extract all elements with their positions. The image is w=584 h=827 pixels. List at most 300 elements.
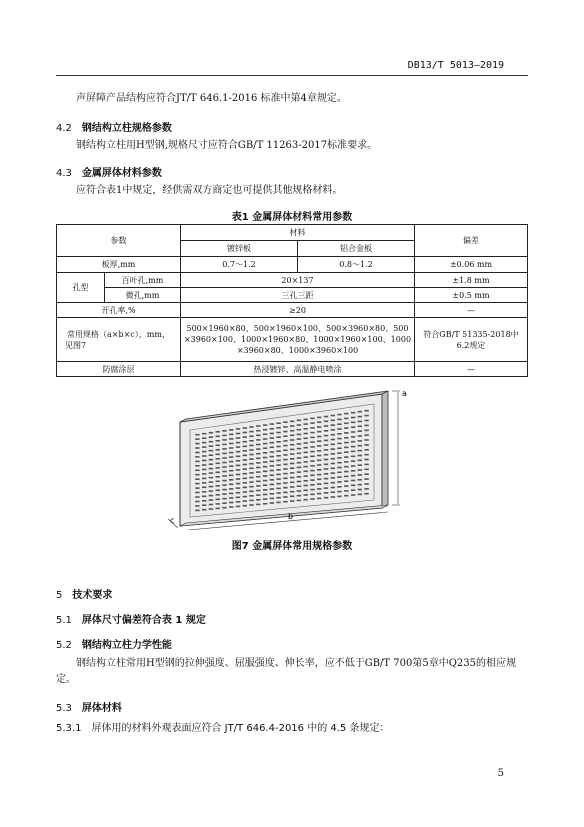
louver-hole <box>236 501 240 503</box>
louver-hole <box>209 508 213 510</box>
louver-hole <box>310 418 314 420</box>
heading-5 <box>56 586 112 601</box>
louver-hole <box>351 417 355 419</box>
louver-hole <box>195 438 199 440</box>
louver-hole <box>290 444 294 446</box>
louver-hole <box>297 429 301 431</box>
louver-hole <box>297 495 301 497</box>
louver-hole <box>270 484 274 486</box>
louver-hole <box>216 440 220 442</box>
louver-hole <box>310 498 314 500</box>
louver-hole <box>229 479 233 481</box>
louver-hole <box>310 489 314 491</box>
louver-hole <box>229 452 233 454</box>
louver-hole <box>304 471 308 473</box>
louver-hole <box>270 470 274 472</box>
louver-hole <box>249 491 253 493</box>
louver-hole <box>270 461 274 463</box>
louver-hole <box>270 437 274 439</box>
louver-hole <box>290 425 294 427</box>
louver-hole <box>263 466 267 468</box>
louver-hole <box>209 486 213 488</box>
louver-hole <box>256 462 260 464</box>
louver-hole <box>202 500 206 502</box>
louver-hole <box>310 479 314 481</box>
th-galvanized: 镀锌板 <box>181 241 298 257</box>
louver-hole <box>216 431 220 433</box>
louver-hole <box>243 496 247 498</box>
louver-hole <box>310 427 314 429</box>
louver-hole <box>202 504 206 506</box>
louver-hole <box>236 451 240 453</box>
louver-hole <box>297 453 301 455</box>
louver-hole <box>324 435 328 437</box>
louver-hole <box>216 490 220 492</box>
louver-hole <box>202 469 206 471</box>
louver-hole <box>297 462 301 464</box>
louver-hole <box>236 460 240 462</box>
louver-hole <box>364 420 368 422</box>
louver-hole <box>304 428 308 430</box>
louver-hole <box>317 417 321 419</box>
louver-hole <box>358 435 362 437</box>
louver-hole <box>317 488 321 490</box>
louver-hole <box>256 448 260 450</box>
louver-hole <box>344 485 348 487</box>
louver-hole <box>263 457 267 459</box>
louver-hole <box>344 427 348 429</box>
louver-hole <box>358 479 362 481</box>
louver-hole <box>283 459 287 461</box>
louver-hole <box>324 449 328 451</box>
louver-hole <box>243 478 247 480</box>
louver-hole <box>236 474 240 476</box>
louver-hole <box>344 466 348 468</box>
louver-hole <box>297 457 301 459</box>
louver-hole <box>263 424 267 426</box>
louver-hole <box>195 474 199 476</box>
louver-hole <box>263 443 267 445</box>
louver-hole <box>216 436 220 438</box>
louver-hole <box>195 452 199 454</box>
louver-hole <box>358 416 362 418</box>
louver-hole <box>270 465 274 467</box>
louver-hole <box>331 439 335 441</box>
louver-hole <box>236 465 240 467</box>
louver-hole <box>358 455 362 457</box>
louver-hole <box>270 474 274 476</box>
louver-hole <box>364 493 368 495</box>
louver-hole <box>297 500 301 502</box>
louver-hole <box>317 474 321 476</box>
heading-number: 5.1 <box>56 615 72 626</box>
louver-hole <box>358 445 362 447</box>
louver-hole <box>304 480 308 482</box>
louver-hole <box>243 441 247 443</box>
louver-hole <box>337 414 341 416</box>
louver-hole <box>310 484 314 486</box>
louver-hole <box>270 442 274 444</box>
louver-hole <box>337 486 341 488</box>
louver-hole <box>256 444 260 446</box>
louver-hole <box>344 418 348 420</box>
louver-hole <box>331 472 335 474</box>
louver-hole <box>364 469 368 471</box>
louver-hole <box>236 469 240 471</box>
louver-hole <box>364 410 368 412</box>
louver-hole <box>263 461 267 463</box>
louver-hole <box>243 473 247 475</box>
louver-hole <box>304 452 308 454</box>
louver-hole <box>216 458 220 460</box>
louver-hole <box>331 463 335 465</box>
louver-hole <box>297 485 301 487</box>
louver-hole <box>331 458 335 460</box>
louver-hole <box>324 464 328 466</box>
louver-hole <box>236 497 240 499</box>
louver-hole <box>209 468 213 470</box>
louver-hole <box>222 453 226 455</box>
louver-hole <box>236 428 240 430</box>
louver-hole <box>304 423 308 425</box>
louver-hole <box>283 478 287 480</box>
louver-hole <box>337 462 341 464</box>
louver-hole <box>249 468 253 470</box>
louver-hole <box>351 451 355 453</box>
louver-hole <box>324 459 328 461</box>
louver-hole <box>331 429 335 431</box>
louver-hole <box>290 449 294 451</box>
louver-hole <box>222 493 226 495</box>
louver-hole <box>256 425 260 427</box>
louver-hole <box>243 491 247 493</box>
louver-hole <box>222 430 226 432</box>
louver-hole <box>229 502 233 504</box>
louver-hole <box>222 448 226 450</box>
louver-hole <box>317 469 321 471</box>
louver-hole <box>216 454 220 456</box>
louver-hole <box>304 494 308 496</box>
louver-hole <box>209 441 213 443</box>
louver-hole <box>236 437 240 439</box>
louver-hole <box>243 450 247 452</box>
louver-hole <box>317 455 321 457</box>
louver-hole <box>209 499 213 501</box>
louver-hole <box>290 482 294 484</box>
louver-hole <box>324 492 328 494</box>
dimension-b-label: b <box>288 512 294 521</box>
louver-hole <box>195 510 199 512</box>
louver-hole <box>256 485 260 487</box>
louver-hole <box>216 449 220 451</box>
louver-hole <box>283 454 287 456</box>
louver-hole <box>304 499 308 501</box>
louver-hole <box>236 433 240 435</box>
louver-hole <box>283 435 287 437</box>
clause-number: 5.3.1 <box>56 723 82 734</box>
louver-hole <box>358 440 362 442</box>
louver-hole <box>324 478 328 480</box>
louver-hole <box>344 480 348 482</box>
table-row: 常用规格（a×b×c），mm， 见图7 500×1960×80、500×1960×100、500×3960×80、500 ×3960×100、1000×1960×80、1000×1960×100、1000 ×3960×80、1000×3960×100 符合GB/T 51335-2018中 6.2规定 <box>57 318 528 362</box>
louver-hole <box>290 453 294 455</box>
louver-hole <box>364 473 368 475</box>
louver-hole <box>229 443 233 445</box>
louver-hole <box>263 494 267 496</box>
louver-hole <box>195 456 199 458</box>
louver-hole <box>297 443 301 445</box>
louver-hole <box>304 456 308 458</box>
paragraph-table-ref: 应符合表1中规定，经供需双方商定也可提供其他规格材料。 <box>76 185 343 196</box>
louver-hole <box>195 470 199 472</box>
louver-hole <box>283 445 287 447</box>
louver-hole <box>337 443 341 445</box>
louver-hole <box>276 450 280 452</box>
louver-hole <box>270 479 274 481</box>
louver-hole <box>249 426 253 428</box>
heading-number: 5.3 <box>56 703 72 714</box>
louver-hole <box>216 499 220 501</box>
louver-hole <box>351 485 355 487</box>
th-aluminum: 铝合金板 <box>298 241 415 257</box>
louver-hole <box>331 491 335 493</box>
louver-hole <box>364 478 368 480</box>
louver-hole <box>195 496 199 498</box>
louver-hole <box>317 445 321 447</box>
th-deviation: 偏差 <box>415 225 528 257</box>
louver-hole <box>310 451 314 453</box>
louver-hole <box>209 495 213 497</box>
louver-hole <box>263 434 267 436</box>
louver-hole <box>263 452 267 454</box>
heading-4-2 <box>56 119 172 134</box>
louver-hole <box>202 437 206 439</box>
louver-hole <box>351 460 355 462</box>
louver-hole <box>256 458 260 460</box>
table-caption: 表1 金属屏体材料常用参数 <box>231 212 353 223</box>
louver-hole <box>209 504 213 506</box>
louver-hole <box>344 432 348 434</box>
louver-hole <box>222 498 226 500</box>
louver-hole <box>364 483 368 485</box>
louver-hole <box>256 471 260 473</box>
panel-side-face <box>382 391 388 508</box>
louver-hole <box>310 475 314 477</box>
louver-hole <box>283 487 287 489</box>
louver-hole <box>243 455 247 457</box>
louver-hole <box>270 447 274 449</box>
louver-hole <box>344 490 348 492</box>
louver-hole <box>263 484 267 486</box>
louver-hole <box>358 411 362 413</box>
louver-hole <box>202 460 206 462</box>
louver-hole <box>364 459 368 461</box>
louver-hole <box>344 413 348 415</box>
louver-hole <box>195 461 199 463</box>
louver-hole <box>283 431 287 433</box>
louver-hole <box>263 489 267 491</box>
louver-hole <box>344 456 348 458</box>
louver-hole <box>337 467 341 469</box>
louver-hole <box>344 437 348 439</box>
louver-hole <box>351 480 355 482</box>
louver-hole <box>331 434 335 436</box>
louver-hole <box>310 437 314 439</box>
louver-hole <box>331 453 335 455</box>
paragraph-steel-column: 钢结构立柱用H型钢,规格尺寸应符合GB/T 11263-2017标准要求。 <box>76 140 378 151</box>
material-table <box>56 224 528 377</box>
louver-hole <box>337 457 341 459</box>
louver-hole <box>229 438 233 440</box>
louver-hole <box>358 460 362 462</box>
louver-hole <box>229 434 233 436</box>
louver-hole <box>236 487 240 489</box>
louver-hole <box>216 481 220 483</box>
louver-hole <box>270 488 274 490</box>
louver-hole <box>283 450 287 452</box>
louver-hole <box>256 481 260 483</box>
louver-hole <box>317 450 321 452</box>
louver-hole <box>324 473 328 475</box>
louver-hole <box>216 476 220 478</box>
louver-hole <box>331 477 335 479</box>
louver-hole <box>364 434 368 436</box>
louver-hole <box>297 471 301 473</box>
louver-hole <box>256 467 260 469</box>
louver-hole <box>209 490 213 492</box>
louver-hole <box>358 464 362 466</box>
louver-hole <box>202 464 206 466</box>
louver-hole <box>337 452 341 454</box>
louver-hole <box>283 496 287 498</box>
figure-caption: 图7 金属屏体常用规格参数 <box>231 541 353 552</box>
louver-hole <box>263 475 267 477</box>
louver-hole <box>351 489 355 491</box>
louver-hole <box>324 421 328 423</box>
louver-hole <box>317 483 321 485</box>
louver-hole <box>276 492 280 494</box>
louver-hole <box>195 434 199 436</box>
louver-hole <box>358 450 362 452</box>
louver-hole <box>358 426 362 428</box>
louver-hole <box>317 479 321 481</box>
louver-hole <box>290 491 294 493</box>
louver-hole <box>324 483 328 485</box>
louver-hole <box>331 420 335 422</box>
louver-hole <box>270 423 274 425</box>
louver-hole <box>331 424 335 426</box>
louver-hole <box>202 496 206 498</box>
louver-hole <box>344 461 348 463</box>
louver-hole <box>351 431 355 433</box>
louver-hole <box>344 471 348 473</box>
louver-hole <box>276 455 280 457</box>
louver-hole <box>337 472 341 474</box>
louver-hole <box>337 448 341 450</box>
louver-hole <box>283 473 287 475</box>
louver-hole <box>222 480 226 482</box>
louver-hole <box>276 483 280 485</box>
clause-text: 屏体用的材料外观表面应符合 JT/T 646.4-2016 中的 4.5 条规定： <box>91 723 390 734</box>
louver-hole <box>229 456 233 458</box>
louver-hole <box>276 502 280 504</box>
louver-hole <box>256 494 260 496</box>
table-row: 开孔率,% ≥20 — <box>57 303 528 318</box>
louver-hole <box>317 426 321 428</box>
louver-hole <box>236 492 240 494</box>
louver-hole <box>229 470 233 472</box>
heading-number: 4.2 <box>56 123 72 134</box>
louver-hole <box>256 499 260 501</box>
louver-hole <box>270 451 274 453</box>
louver-hole <box>236 483 240 485</box>
louver-hole <box>297 448 301 450</box>
louver-hole <box>344 495 348 497</box>
heading-text: 屏体尺寸偏差符合表 1 规定 <box>81 615 206 626</box>
louver-hole <box>364 444 368 446</box>
louver-hole <box>276 422 280 424</box>
louver-hole <box>202 442 206 444</box>
louver-hole <box>351 456 355 458</box>
louver-hole <box>317 440 321 442</box>
header-rule <box>56 75 528 76</box>
louver-hole <box>202 451 206 453</box>
louver-hole <box>290 430 294 432</box>
louver-hole <box>249 435 253 437</box>
dimension-a-label: a <box>402 389 407 398</box>
louver-hole <box>243 427 247 429</box>
louver-hole <box>290 458 294 460</box>
louver-hole <box>276 436 280 438</box>
louver-hole <box>358 421 362 423</box>
louver-hole <box>249 463 253 465</box>
louver-hole <box>310 446 314 448</box>
louver-hole <box>263 438 267 440</box>
louver-hole <box>243 468 247 470</box>
louver-hole <box>310 465 314 467</box>
louver-hole <box>297 481 301 483</box>
louver-hole <box>229 461 233 463</box>
louver-hole <box>351 436 355 438</box>
louver-hole <box>229 475 233 477</box>
louver-hole <box>364 415 368 417</box>
louver-hole <box>324 497 328 499</box>
louver-hole <box>249 477 253 479</box>
louver-hole <box>229 506 233 508</box>
louver-hole <box>283 482 287 484</box>
louver-hole <box>249 504 253 506</box>
heading-text: 屏体材料 <box>81 703 122 714</box>
louver-hole <box>324 416 328 418</box>
louver-hole <box>195 487 199 489</box>
louver-hole <box>222 435 226 437</box>
louver-hole <box>243 487 247 489</box>
table-row: 板厚,mm 0.7～1.2 0.8～1.2 ±0.06 mm <box>57 257 528 273</box>
paragraph-mechanical-line2: 定。 <box>56 674 76 685</box>
louver-hole <box>331 415 335 417</box>
louver-hole <box>304 466 308 468</box>
louver-hole <box>351 441 355 443</box>
louver-hole <box>216 467 220 469</box>
louver-hole <box>324 425 328 427</box>
louver-hole <box>222 466 226 468</box>
louver-hole <box>304 485 308 487</box>
louver-hole <box>195 465 199 467</box>
louver-hole <box>317 493 321 495</box>
louver-hole <box>337 491 341 493</box>
louver-hole <box>344 423 348 425</box>
louver-hole <box>270 493 274 495</box>
